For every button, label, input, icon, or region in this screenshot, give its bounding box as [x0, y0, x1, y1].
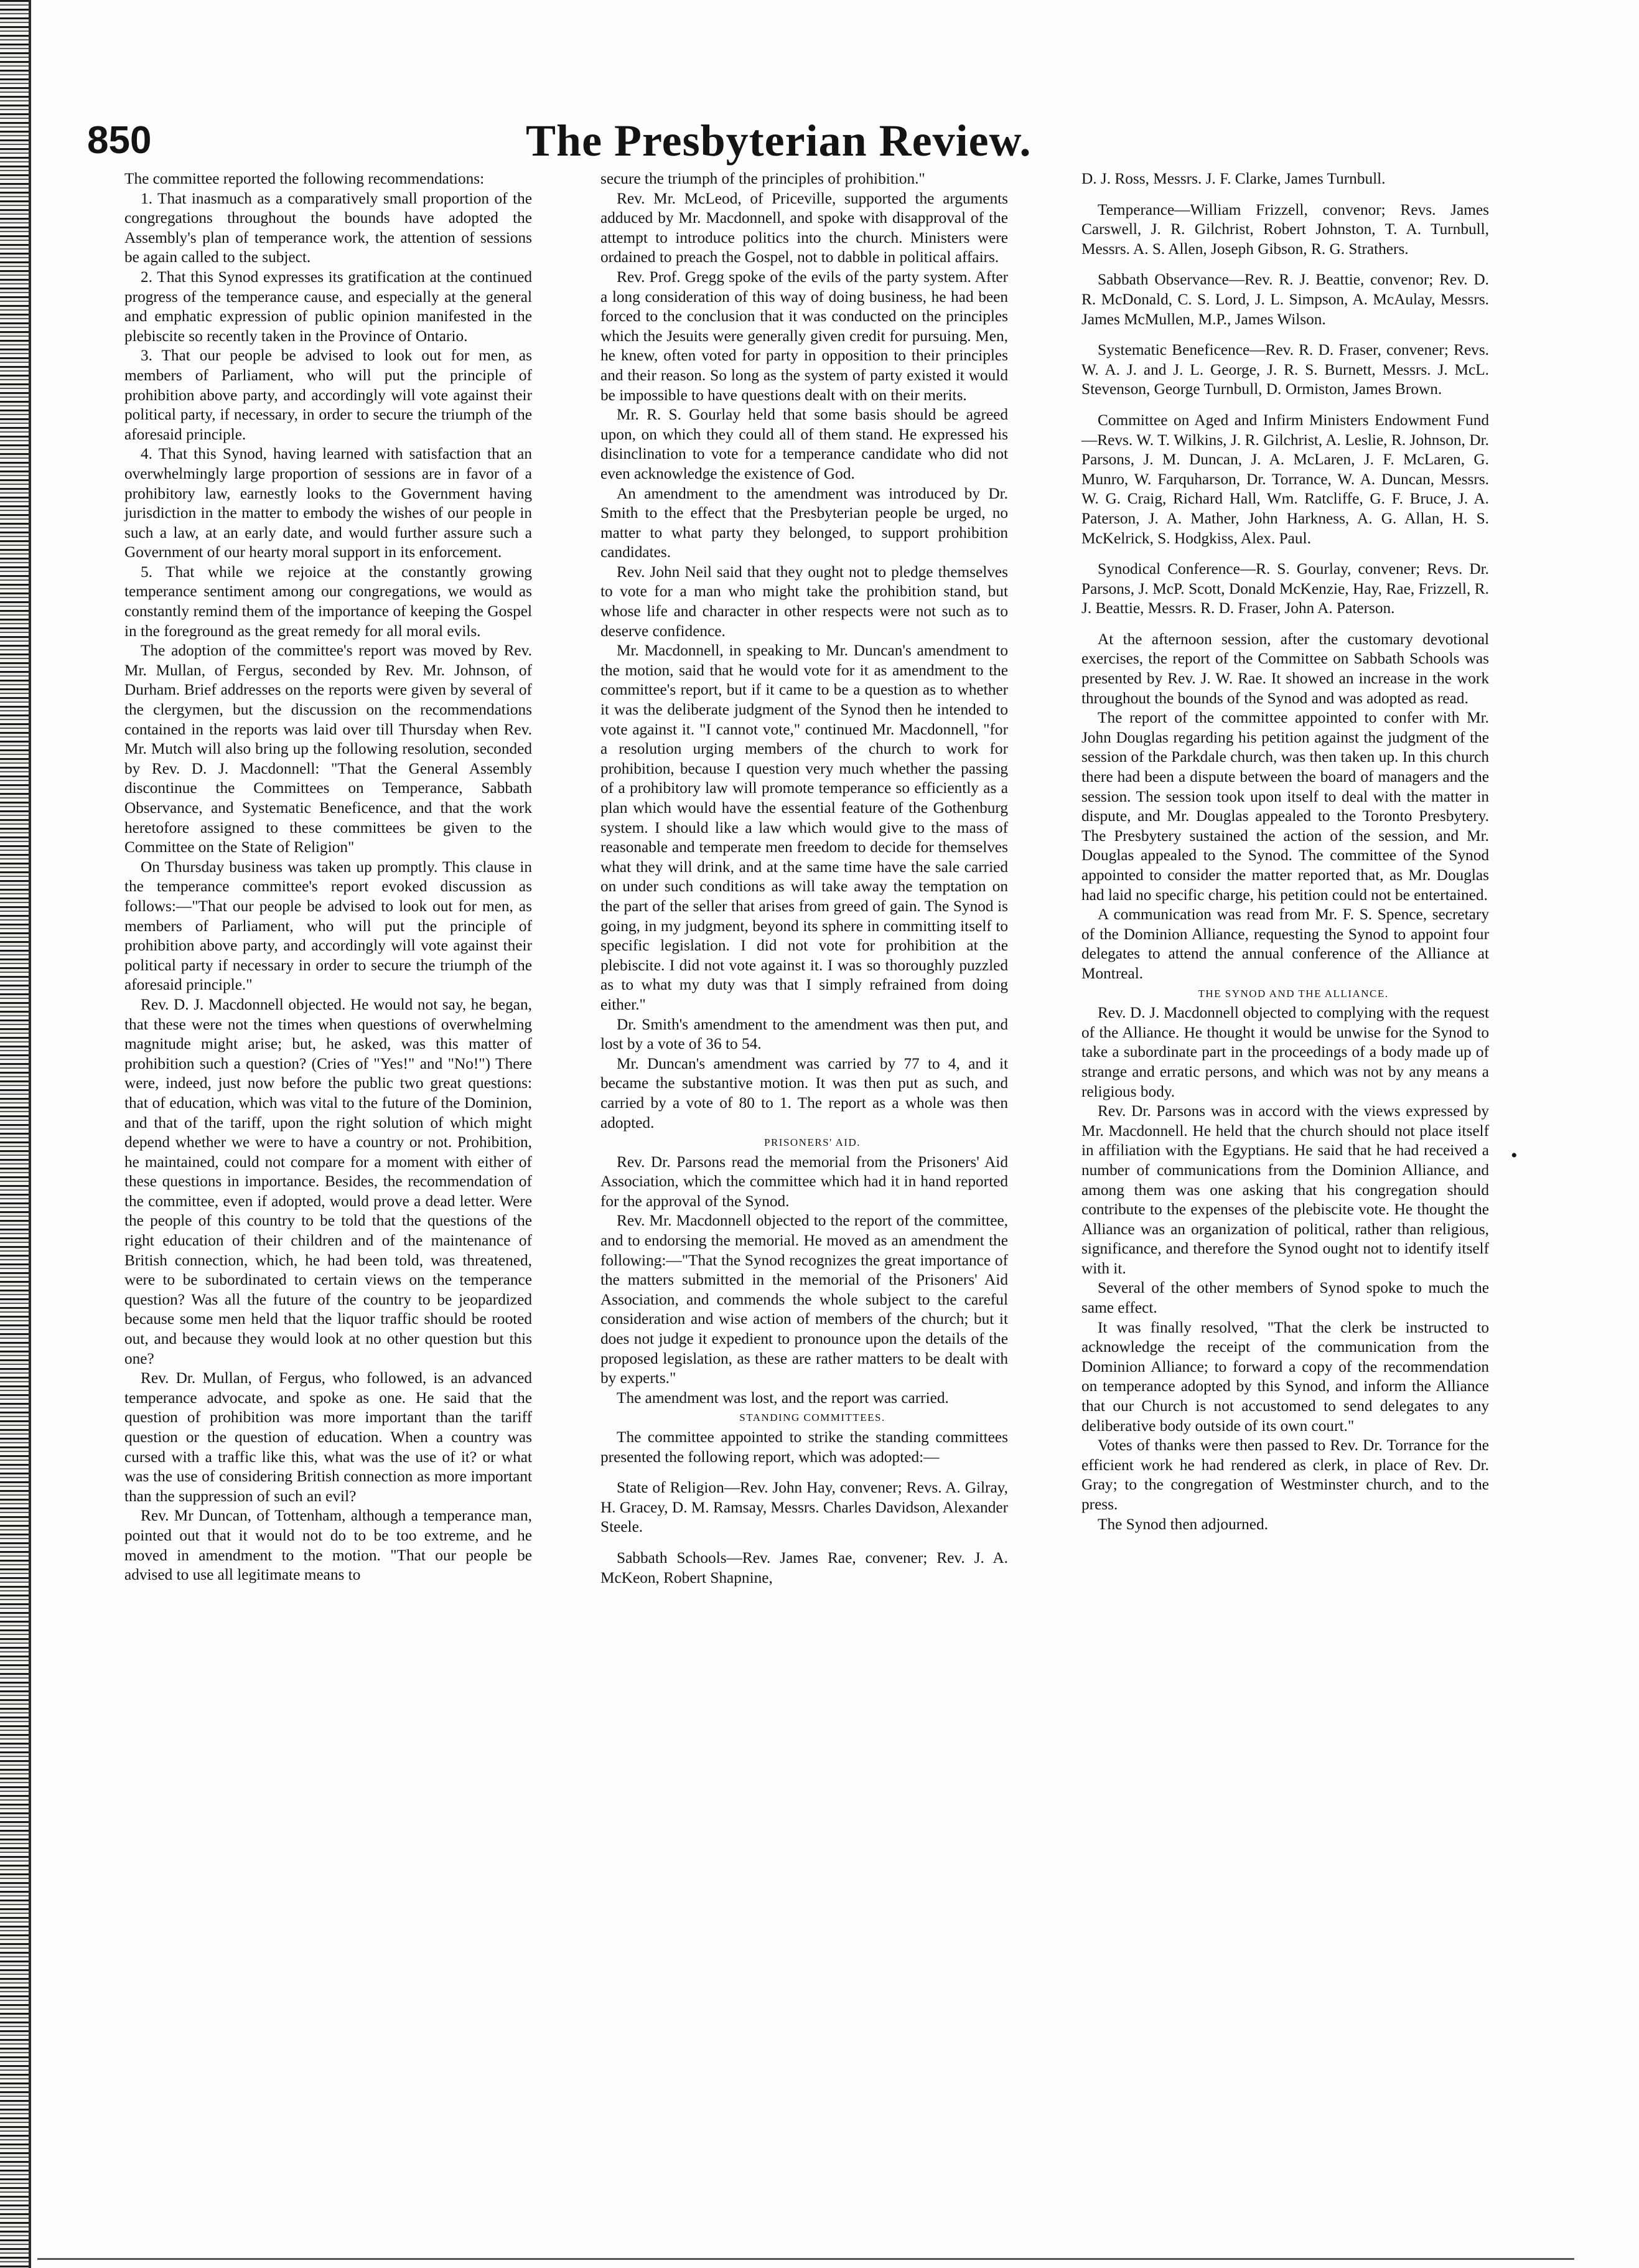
paragraph: Mr. R. S. Gourlay held that some basis should be agreed upon, on which they could all of them stand. He expressed his disinclination to vote for a temperance candidate who did not even acknowledge the existence of God. — [600, 406, 1008, 482]
committee-entry: D. J. Ross, Messrs. J. F. Clarke, James Turnbull. — [1081, 170, 1386, 187]
paragraph: The committee appointed to strike the standing committees presented the following report, which was adopted:— — [600, 1428, 1008, 1466]
paragraph: Rev. Mr. McLeod, of Priceville, supported the arguments adduced by Mr. Macdonnell, and spoke with disapproval of the attempt to introduce politics into the church. Ministers were ordained to preach the Gospel, not to dabble in political affairs. — [600, 189, 1008, 266]
margin-bullet-mark: • — [1511, 1145, 1518, 1166]
committee-entry: Temperance—William Frizzell, convenor; Revs. James Carswell, J. R. Gilchrist, Robert Johnston, T. A. Turnbull, Messrs. A. S. Allen, Joseph Gibson, R. G. Strathers. — [1081, 200, 1489, 258]
paragraph: On Thursday business was taken up promptly. This clause in the temperance committee's report evoked discussion as follows:—"That our people be advised to look out for men, as members of Parliament, who will put the principle of prohibition above party, and accordingly will vote against their political party if necessary in order to secure the triumph of the aforesaid principle." — [124, 858, 532, 994]
paragraph: The adoption of the committee's report was moved by Rev. Mr. Mullan, of Fergus, seconded by Rev. Mr. Johnson, of Durham. Brief addresses on the reports were given by several of the clergymen, but the discussion on the recommendations contained in the reports was laid over till Thursday when Rev. Mr. Mutch will also bring up the following resolution, seconded by Rev. D. J. Macdonnell: "That the General Assembly discontinue the Committees on Temperance, Sabbath Observance, and Systematic Beneficence, and that the work heretofore assigned to these committees be given to the Committee on the State of Religion" — [124, 642, 532, 856]
paragraph: Mr. Macdonnell, in speaking to Mr. Duncan's amendment to the motion, said that he would vote for it as amendment to the committee's report, but if it came to be a question as to whether it was the deliberate judgment of the Synod then he intended to vote against it. "I cannot vote," continued Mr. Macdonnell, "for a resolution urging members of the church to work for prohibition, because I question very much whether the passing of a prohibitory law will promote temperance so efficiently as a plan which would have the essential feature of the Gothenburg system. I should like a law which would give to the mass of reasonable and temperate men freedom to decide for themselves what they will drink, and at the same time have the sale carried on under such conditions as will take away the temptation on the part of the seller that arises from greed of gain. The Synod is going, in my judgment, beyond its sphere in committing itself to specific legislation. I did not vote for prohibition at the plebiscite. I did not vote against it. I was so thoroughly puzzled as to what my duty was that I simply refrained from doing either." — [600, 642, 1008, 1013]
committee-entry: Committee on Aged and Infirm Ministers Endowment Fund—Revs. W. T. Wilkins, J. R. Gilchrist, A. Leslie, R. Johnson, Dr. Parsons, J. M. Duncan, J. A. McLaren, J. F. McLaren, G. Munro, W. Farquharson, Dr. Torrance, W. A. Duncan, Messrs. W. G. Craig, Richard Hall, Wm. Ratcliffe, G. F. Bruce, J. A. Paterson, J. A. Mather, John Harkness, A. G. Allan, H. S. McKelrick, S. Hodgkiss, Alex. Paul. — [1081, 411, 1489, 547]
recommendation-3: 3. That our people be advised to look out for men, as members of Parliament, who will put the principle of prohibition above party, and accordingly will vote against their political party, if necessary, in order to secure the triumph of the aforesaid principle. — [124, 347, 532, 443]
recommendation-1: 1. That inasmuch as a comparatively small proportion of the congregations throughout the bounds have adopted the Assembly's plan of temperance work, the attention of sessions be again called to the subject. — [124, 189, 532, 266]
paragraph: Rev. Dr. Parsons was in accord with the views expressed by Mr. Macdonnell. He held that the church should not place itself in affiliation with the Egyptians. He said that he had received a number of communications from the Dominion Alliance, and among them was one asking that his congregation should contribute to the expenses of the plebiscite vote. He thought the Alliance was an organization of political, rather than religious, significance, and therefore the Synod ought not to identify itself with it. — [1081, 1102, 1489, 1277]
committee-entry: State of Religion—Rev. John Hay, convener; Revs. A. Gilray, H. Gracey, D. M. Ramsay, Messrs. Charles Davidson, Alexander Steele. — [600, 1479, 1009, 1536]
section-heading: PRISONERS' AID. — [764, 1136, 861, 1149]
paragraph: Rev. Mr Duncan, of Tottenham, although a temperance man, pointed out that it would not do to be too extreme, and he moved in amendment to the motion. "That our people be advised to use all legitimate means to — [124, 1507, 532, 1584]
paragraph: The report of the committee appointed to confer with Mr. John Douglas regarding his petition against the judgment of the session of the Parkdale church, was then taken up. In this church there had been a dispute between the board of managers and the session. The session took upon itself to deal with the matter in dispute, and Mr. Douglas appealed to the Toronto Presbytery. The Presbytery sustained the action of the session, and Mr. Douglas appealed to the Synod. The committee of the Synod appointed to consider the matter reported that, as Mr. Douglas had laid no specific charge, his petition could not be entertained. — [1081, 709, 1489, 904]
committee-entry: Sabbath Schools—Rev. James Rae, convener; Rev. J. A. McKeon, Robert Shapnine, — [600, 1549, 1008, 1586]
section-heading: THE SYNOD AND THE ALLIANCE. — [1198, 987, 1389, 1000]
paragraph: The committee reported the following recommendations: — [124, 170, 485, 187]
paragraph: Rev. Mr. Macdonnell objected to the report of the committee, and to endorsing the memorial. He moved as an amendment the following:—"That the Synod recognizes the great importance of the matters submitted in the memorial of the Prisoners' Aid Association, and commends the whole subject to the careful consideration and wise action of members of the church; but it does not judge it expedient to pronounce upon the details of the proposed legislation, as these are rather matters to be dealt with by experts." — [600, 1212, 1008, 1387]
recommendation-2: 2. That this Synod expresses its gratification at the continued progress of the temperance cause, and especially at the general and emphatic expression of public opinion manifested in the plebiscite so recently taken in the Province of Ontario. — [124, 268, 532, 345]
section-heading: STANDING COMMITTEES. — [739, 1412, 885, 1424]
paragraph: The amendment was lost, and the report was carried. — [617, 1389, 949, 1407]
column-3 — [1081, 169, 1489, 1534]
committee-entry: Sabbath Observance—Rev. R. J. Beattie, convenor; Rev. D. R. McDonald, C. S. Lord, J. L. Simpson, A. McAulay, Messrs. James McMullen, M.P., James Wilson. — [1081, 271, 1489, 328]
column-1 — [124, 169, 532, 1585]
recommendation-5: 5. That while we rejoice at the constantly growing temperance sentiment among our congregations, we would as constantly remind them of the importance of keeping the Gospel in the foreground as the great remedy for all moral evils. — [124, 563, 532, 640]
paragraph: Rev. John Neil said that they ought not to pledge themselves to vote for a man who might take the prohibition stand, but whose life and character in other respects were not such as to deserve confidence. — [600, 563, 1008, 640]
paragraph: secure the triumph of the principles of prohibition." — [600, 170, 925, 187]
page-number: 850 — [87, 119, 152, 162]
recommendation-4: 4. That this Synod, having learned with satisfaction that an overwhelmingly large proportion of sessions are in favor of a prohibitory law, earnestly looks to the Government having jurisdiction in the matter to embody the wishes of our people in such a law, at an early date, and would further assure such a Government of our hearty moral support in its enforcement. — [124, 445, 532, 561]
journal-title: The Presbyterian Review. — [526, 116, 1032, 166]
paragraph: Mr. Duncan's amendment was carried by 77 to 4, and it became the substantive motion. It was then put as such, and carried by a vote of 80 to 1. The report as a whole was then adopted. — [600, 1054, 1008, 1132]
paragraph: The Synod then adjourned. — [1098, 1515, 1268, 1533]
paragraph: Rev. Dr. Parsons read the memorial from the Prisoners' Aid Association, which the committee which had it in hand reported for the approval of the Synod. — [600, 1153, 1008, 1210]
paragraph: Rev. Prof. Gregg spoke of the evils of the party system. After a long consideration of this way of doing business, he had been forced to the conclusion that it was conducted on the principles which the Jesuits were generally given credit for pursuing. Men, he knew, often voted for party in opposition to their principles and their reason. So long as the system of party existed it would be impossible to have questions dealt with on their merits. — [600, 268, 1008, 404]
committee-entry: Systematic Beneficence—Rev. R. D. Fraser, convener; Revs. W. A. J. and J. L. George, J. R. S. Burnett, Messrs. J. McL. Stevenson, George Turnbull, D. Ormiston, James Brown. — [1081, 341, 1489, 398]
paragraph: Rev. Dr. Mullan, of Fergus, who followed, is an advanced temperance advocate, and spoke as one. He said that the question of prohibition was more important than the tariff question or the question of education. When a country was cursed with a traffic like this, what was the use of it? or what was the use of considering British connection as more important than the suppression of such an evil? — [124, 1369, 532, 1505]
binding-shadow — [29, 0, 31, 2268]
paragraph: Dr. Smith's amendment to the amendment was then put, and lost by a vote of 36 to 54. — [600, 1015, 1008, 1053]
paragraph: A communication was read from Mr. F. S. Spence, secretary of the Dominion Alliance, requesting the Synod to appoint four delegates to attend the annual conference of the Alliance at Montreal. — [1081, 906, 1489, 982]
binding-edge — [0, 0, 29, 2268]
column-2 — [600, 169, 1008, 1588]
paragraph: Votes of thanks were then passed to Rev. Dr. Torrance for the efficient work he had rendered as clerk, in place of Rev. Dr. Gray; to the congregation of Westminster church, and to the press. — [1081, 1436, 1489, 1513]
paragraph: It was finally resolved, "That the clerk be instructed to acknowledge the receipt of the communication from the Dominion Alliance; to forward a copy of the recommendation on temperance adopted by this Synod, and inform the Alliance that our Church is not accustomed to send delegates to any deliberative body outside of its own court." — [1081, 1318, 1489, 1435]
bottom-rule — [37, 2258, 1574, 2260]
paragraph: An amendment to the amendment was introduced by Dr. Smith to the effect that the Presbyterian people be urged, no matter to what party they belonged, to support prohibition candidates. — [600, 484, 1008, 561]
paragraph: Several of the other members of Synod spoke to much the same effect. — [1081, 1279, 1489, 1317]
paragraph: Rev. D. J. Macdonnell objected. He would not say, he began, that these were not the times when questions of overwhelming magnitude might arise; but, he asked, was this matter of prohibition such a question? (Cries of "Yes!" and "No!") There were, indeed, just now before the public two great questions: that of education, which was vital to the future of the Dominion, and that of the tariff, upon the right solution of which might depend whether we were to have a country or not. Prohibition, he maintained, could not compare for a moment with either of these questions in importance. Besides, the recommendation of the committee, even if adopted, would prove a dead letter. Were the people of this country to be told that the questions of the right education of their children and of the maintenance of British connection, which, he had been told, was threatened, were to be subordinated to certain views on the temperance question? Was all the future of the country to be jeopardized because some men held that the liquor traffic should be rooted out, and because they would look at no other question but this one? — [124, 995, 532, 1367]
committee-entry: Synodical Conference—R. S. Gourlay, convener; Revs. Dr. Parsons, J. McP. Scott, Donald McKenzie, Hay, Rae, Frizzell, R. J. Beattie, Messrs. R. D. Fraser, John A. Paterson. — [1081, 560, 1489, 617]
paragraph: At the afternoon session, after the customary devotional exercises, the report of the Committee on Sabbath Schools was presented by Rev. J. W. Rae. It showed an increase in the work throughout the bounds of the Synod and was adopted as read. — [1081, 630, 1489, 707]
paragraph: Rev. D. J. Macdonnell objected to complying with the request of the Alliance. He thought it would be unwise for the Synod to take a subordinate part in the proceedings of a body made up of strange and erratic persons, and which was not by any means a religious body. — [1081, 1004, 1489, 1100]
